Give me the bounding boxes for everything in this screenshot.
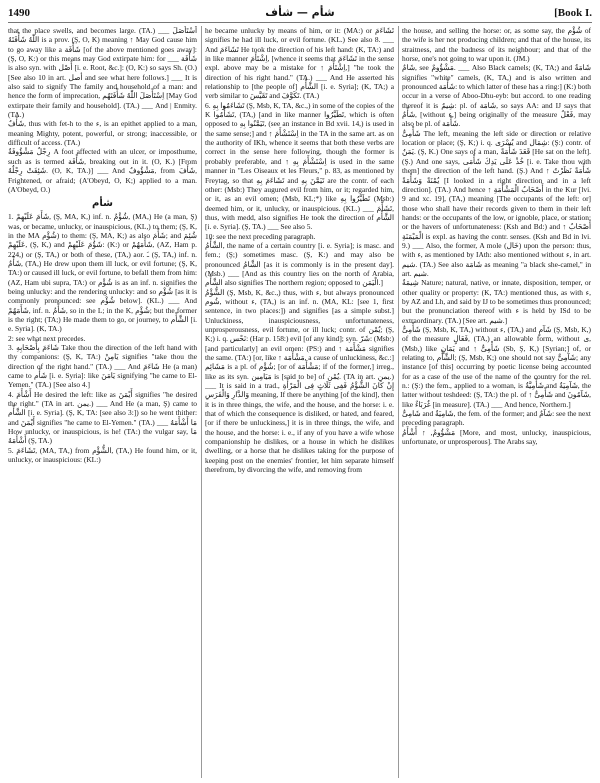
entry-paragraph: الشُّؤْمُ (Ş, Msb, K, &c.,) thus, with ء, but always pronounced شُوم, without ء, (TA,) is an inf. n. (MA, KL: [see 1, first sentence, in two places:]) and signifies [as a simple subst.] Unluckiness, inauspiciousness, unfortunateness, unprosperousness, evil fortune, or ill luck; contr. of يُمْن; (Ş, K;) i. q. نَحْس: (Har p. 158:) evil [of any kind]; syn. شَرّ: (Msb:) [and particularly] an evil omen: (PS:) and ↑ مَشْأَمَة signifies the same. (TA:) [or, like ↑ مَشْأَمَة, a cause of unluckiness, &c.:] مَشَائِم is a pl. of شُؤْم; [or of مَشْأَمَة; if of the former,] irreg., like as its syn. مَيَامِين is [said to be] of يُمْن. (TA in art. يمن.) ___ It is said in a trad., إِنْ كَانَ الشُّؤْمُ فَفِى ثَلَاثٍ فِى الْمَرْأَةِ وَالدَّارِ وَالْفَرَسِ meaning, If there be anything [of the kind], then it is in three things, the wife, and the house, and the horse: i. e. that of which the consequence is disliked, or hated, and feared, [or if there be unluckiness,] it is in three things, the wife, and the house, and the horse: i. e., if any of you have a wife whose companionship he dislikes, or a house in which he dislikes dwelling, or a horse that he dislikes taking for the purpose of keeping post on the enemies' frontier, let him separate himself therefrom, by divorcing the wife, and removing from [205, 287, 394, 475]
entry-paragraph: شِيمَةٌ Nature; natural, native, or innate, disposition, temper, or other quality or property: (K, TA:) mentioned thus, as with ء, by AZ and Lh, and said by IJ to be sometimes thus pronounced; but the pronunciation thereof with ء is held by ISd to be extraordinary. (TA.) [See art. شيم.] [402, 278, 591, 325]
entry-paragraph: شَامٌ, see مَشْؤُومٌ. ___ Also Black camels; (K, TA;) and شَامَةٌ signifies "white" camels, (K, TA,) and is also written and pronounced شَأْمَة: to which latter of these has a ring:] (K:) both occur in a verse of Aboo-Dhu-eyb: but accord. to one reading thereof it is شِيمٌ: pl. of شَامَة, so says AA: and IJ says that شَأْمٌ, [without ء,] being originally of the measure فَعْلٌ, may also be pl. of شَأْمَة. [402, 63, 591, 129]
entry-paragraph: the house, and selling the horse: or, as some say, the شُؤْم of the wife is her not producing children; and that of the house, its straitness, and the badness of its neighbour; and that of the horse, one's not going to war upon it. (JM.) [402, 26, 591, 64]
page-number: 1490 [8, 7, 30, 19]
entry-paragraph: شَأْمِىٌّ (Ş, Msb, K, TA,) without ء, (TA,) and شَآمٍ (Ş, Msb, K,) of the measure فَعَالٍ, (TA,) an allowable form, without ى, (Msb,) like يَمَانٍ and ↑ شَأْمِىٌّ (Sb, Ş, K,) [Syrian;] of, or relating to, الشَّأْم; (Ş, Msb, K;) one should not say شَآمِىٌّ; any instance [of this] occurring by poetic license being accounted for as a case of the use of the name of the country for the rel. n.: (Ş:) the fem., applied to a woman, is شَأْمِيَّةٌ and شَآمِيَةٌ, the latter without teshdeed: (Ş, TA:) the pl. of ↑ شَأْمِىٌّ and شَآمُونَ, like غُرَبَاءٌ [in measure]. (TA.) ___ And hence, Northern.] [402, 325, 591, 409]
root-heading: شأم [92, 198, 113, 210]
entry-paragraph: شَأْفٌ, thus with fet-h to the ء, is an epithet applied to a man, meaning Mighty, potent, powerful, or strong; inaccessible, or difficult of access. (TA.) [8, 119, 197, 148]
dictionary-columns [8, 26, 592, 778]
entry-paragraph: شَامِىٌّ and شَامِيَةٌ, the fem. of the former; and شَآمٌ: see the next preceding paragraph. [402, 409, 591, 428]
column-right [402, 26, 591, 778]
entry-paragraph: مَشْؤُومٌ, ↑ أَشْأَمُ [More, and most, unlucky, inauspicious, unfortunate, or unprosperous]. The Arabs say, [402, 427, 591, 447]
column-divider [398, 26, 399, 778]
book-label: [Book I. [554, 7, 592, 19]
column-left [8, 26, 197, 778]
entry-paragraph: 5. تَشَاءَمَ, (MA, TA,) from الشُّؤْم, (TA,) He found him, or it, unlucky, or inauspicious: (KL:) [8, 445, 197, 465]
column-middle [205, 26, 394, 778]
page-header [8, 6, 592, 23]
entry-paragraph: رِجْلٌ مَشْؤُوفَةٌ A foot affected with an ulcer, or imposthume, such as is termed شَأْفَة, breaking out in it. (O, K.) [From شَئِفَتْ رِجْلُهُ. (O, K, TA.)] ___ And مَشْؤُوفٌ, from شَأَفَ, Frightened, or afraid; (A'Obeyd, O, K;) applied to a man. (A'Obeyd, O.) [8, 147, 197, 194]
entry-paragraph: he became unlucky by means of him, or it: (MA:) or تَشَاءَمَ signifies he had ill luck, or evil fortune. (KL.) See also 8. ___ And تَشَاءَمَ He took the direction of his left hand: (K, TA:) and in like manner اِشْتَأَمَ, [whence it seems that تَشَاءَمَ in the sense expl. above may be a mistake for ↑ اِشْتَأَمَ,] "he took the direction of his right hand." (TA.) ___ And He asserted his relationship to [the people of] الشَّأْم [i. e. Syria]; (K, TA;) a verb similar to تَقَيَّسَ and تَكَوَّفَ. (TA.) [205, 26, 394, 101]
entry-paragraph: 1. شَأَمَ عَلَيْهِمْ, (Ş, MA, K,) inf. n. شُؤْمٌ, (MA,) He (a man, Ş) was, or became, unlucky, or inauspicious, (KL,) to them; (Ş, K, in the MA شُؤْم) to them: (Ş, MA, K;) as also شَأُمَ; and شُئِمَ عَلَيْهِمْ, (Ş, K,) and شَؤُمَ عَلَيْهِمْ: (K:) or شَأَمَهُمْ, (AZ, Ham p. 224,) or (Ş, TA,) or both of these, (TA,) aor. ـَ (Ş, TA,) inf. n. شَأْمٌ, (TA,) He drew upon them ill luck, or evil fortune; (Ş, K, TA:) or caused ill luck, or evil fortune, to befall them from him: (AZ, Ham ubi supra, TA:) or شُؤْم is as an inf. n. signifies the being unlucky: and the rendering unlucky: and so شُؤْم [as it is commonly pronounced: see شُؤْم below]. (KL.) ___ And شَأَمَهُمْ, inf. n. شَأْمٌ, so in the L; in the K, شُؤْم; but the former is the right; (TA;) He made them to go, or journey, to الشَّأْم [i. e. Syria]. (K, TA.) [8, 212, 197, 334]
entry-paragraph: الشَّأْمُ, the name of a certain country [i. e. Syria]; is masc. and fem.; (Ş;) sometimes masc. (Ş, K:) and may also be pronounced الشَّامُ [as it is commonly is in the present day]. (Msb.) ___ [And as this country lies on the north of Arabia, الشَّأْم also signifies The northern region; opposed to الْيَمَن.] [205, 240, 394, 288]
column-divider [201, 26, 202, 778]
entry-paragraph: شَأْمِىٌّ The left, meaning the left side or direction or relative location or place; (Ş, K;) i. q. يُسْرَى and شِمَال: (Ş:) contr. of يَمَنٌ. (Ş, K.) One says of a man, قَعَدَ شَأْمَةً [He sat on the left]. (Ş.) And one says, خُذْ عَلَى يَدِكَ شَأْمَى [i. e. Take thou with them] the direction of the left hand. (Ş.) And ↑ شَأْمَةً نَظَرْتُ يُمْنَةً وَشَأْمَةً [I looked in a right direction and in a left direction]. (TA.) And hence ↑ أَصْحَابُ الْمَشْأَمَةِ in the Kur [lvi. 9 and xc. 19], (TA,) meaning [The occupants of the left: or] those who shall have their records given to them in their left hands: or the occupants of the low, or ignoble, place, or station: or the havers of unfortunateness: (Ksh and Bd:) and ↑ أَصْحَابُ الْمَيْمَنَةِ is expl. as having the contr. senses. (Ksh and Bd in lvi. 9.) ___ Also, the former, A mole (خَال) upon the person: thus, with ء, as mentioned by IAth: also mentioned without ء, in art. شيم. (TA.) See also شَامَة as meaning "a black she-camel," in art. شيم. [402, 128, 591, 278]
entry-paragraph: 10: see the next preceding paragraph. [205, 231, 316, 241]
running-title: شأم — شأف [265, 6, 335, 19]
entry-paragraph: that the place swells, and becomes large. (TA.) ___ اُسْتَأْصَلَ اللّٰهُ شَأْفَتَهُ is a prov. (Ş, O, K) meaning ↑ May God cause him to go away like a شَأْفَة [of the above mentioned goes away]: (Ş, O, K:) or this means may God extirpate him: for ___ شَأْفَة is also syn. with أَصْل [i. e. Root, &c.]: (O, K:) so says Sh. (O.) [See also 10 in art. أصل and see what here follows.] ___ It is also said to signify The family and household of a man: and hence the form of imprecation, اِسْتَأْصَلَ اللّٰهُ شَأْفَتَهُم [May God extirpate their family and household]. (TA.) ___ And | Enmity. (TA.) [8, 26, 197, 120]
entry-paragraph: 6. تَشَاءَمُوا بِهِ (Ş, Msb, K, TA, &c.,) in some of the copies of the K تَشَأَّمُوا, (TA,) [and in like manner تَطَيَّرُوا, which is often opposed to تَيَمَّنُوا بِهِ, (see an instance in Bd xvii. 14,) is used in the same sense;] and ↑ اِسْتَشْأَمَ in the TA in the same art. as on the authority of IKh, whence it seems that both these verbs are correct in the sense here following, though the former is probably preferable, and ↑ اِسْتَشْأَمَ بِهِ is used in the same manner in "Les Oiseaux et les Fleurs," p. 83, as mentioned by Freytag, so that تَشَاءَمَ بِهِ and تَيَمَّنَ بِهِ are the contr. of each other: (Msb:) They augured evil from him, or it; regarded him, or it, as an evil omen; (Msb, KL;*) like تَطَيَّرُوا بِهِ (Msb:) deemed him, or it, unlucky, or inauspicious. (KL.) ___ تَشَأَّمَ, thus, with medd, also signifies He took the direction of الشَّأْم [i. e. Syria]. (Ş, TA.) ___ See also 5. [205, 100, 394, 232]
entry-paragraph: 3. شَاءَمَ بِأَصْحَابِهِ Take thou the direction of the left hand with thy companions: (Ş, K, TA:) يَامِنْ signifies "take thou the direction of the right hand." (TA.) ___ And شَاءَمَ He (a man) came to شَأْم [i. e. Syria]: like يَامَنَ signifying "he came to El-Yemen." (TA.) [See also 4.] [8, 343, 197, 390]
entry-paragraph: 2: see what next precedes. [8, 333, 86, 343]
entry-paragraph: 4. أَشْأَمَ He desired the left: like as أَيْمَنَ signifies "he desired the right." (TA in art. يمن.) ___ And He (a man, Ş) came to الشَّأْم [i. e. Syria]. (Ş, K, TA: [see also 3:]) so he went thither: and أَيْمَنَ signifies "he came to El-Yemen." (TA.) ___ مَا أَشْأَمَهُ How unlucky, or inauspicious, is he! (TA:) the vulgar say, مَا أَشْأَمَهُ (Ş, TA.) [8, 389, 197, 446]
